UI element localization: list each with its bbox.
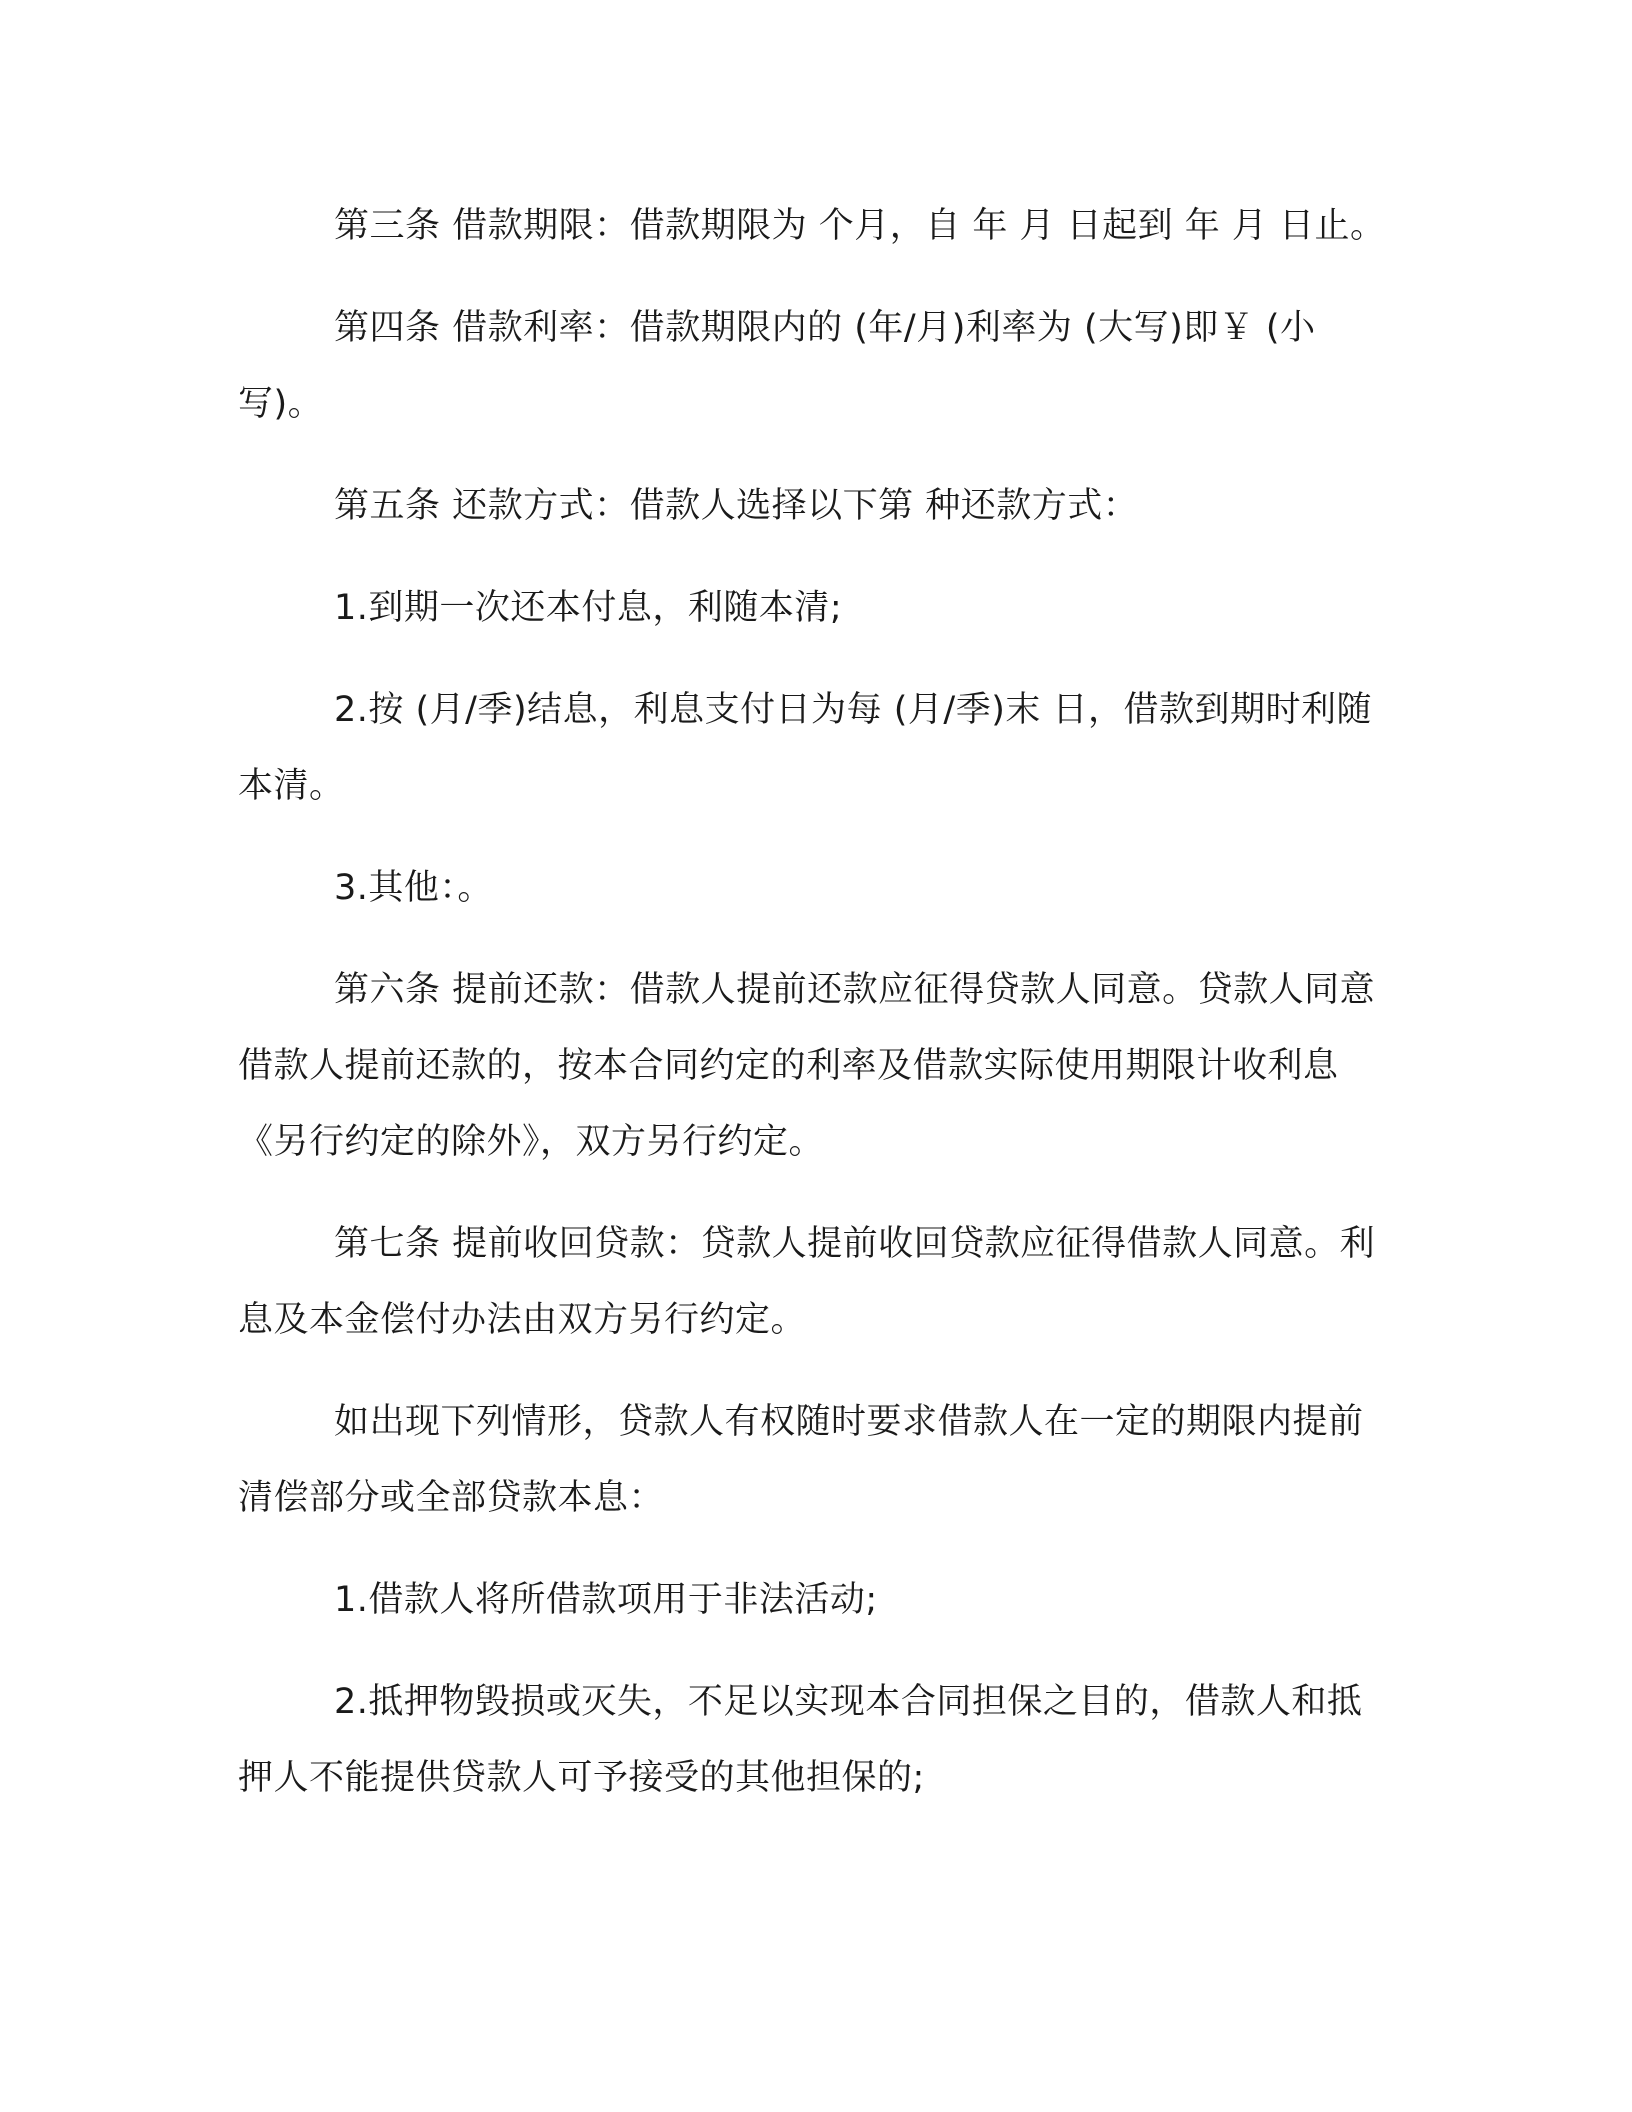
repayment-option-2: 2.按 (月/季)结息，利息支付日为每 (月/季)末 日，借款到期时利随本清。 [238, 690, 1372, 806]
article-3-loan-term: 第三条 借款期限：借款期限为 个月，自 年 月 日起到 年 月 日止。 [334, 206, 1386, 246]
recall-condition-1: 1.借款人将所借款项用于非法活动; [334, 1580, 878, 1620]
article-7-early-recall: 第七条 提前收回贷款：贷款人提前收回贷款应征得借款人同意。利息及本金偿付办法由双方另行约定。 [238, 1224, 1376, 1340]
recall-conditions-intro: 如出现下列情形，贷款人有权随时要求借款人在一定的期限内提前清偿部分或全部贷款本息： [238, 1402, 1364, 1518]
article-4-interest-rate: 第四条 借款利率：借款期限内的 (年/月)利率为 (大写)即￥ (小写)。 [238, 308, 1316, 424]
recall-condition-2: 2.抵押物毁损或灭失，不足以实现本合同担保之目的，借款人和抵押人不能提供贷款人可予接受的其他担保的; [238, 1682, 1363, 1798]
article-6-early-repayment: 第六条 提前还款：借款人提前还款应征得贷款人同意。贷款人同意借款人提前还款的，按本合同约定的利率及借款实际使用期限计收利息《另行约定的除外》，双方另行约定。 [238, 970, 1376, 1162]
repayment-option-1: 1.到期一次还本付息，利随本清; [334, 588, 843, 628]
article-5-repayment-method: 第五条 还款方式：借款人选择以下第 种还款方式： [334, 486, 1139, 526]
repayment-option-3: 3.其他：。 [334, 868, 493, 908]
document-body [238, 188, 1388, 1842]
